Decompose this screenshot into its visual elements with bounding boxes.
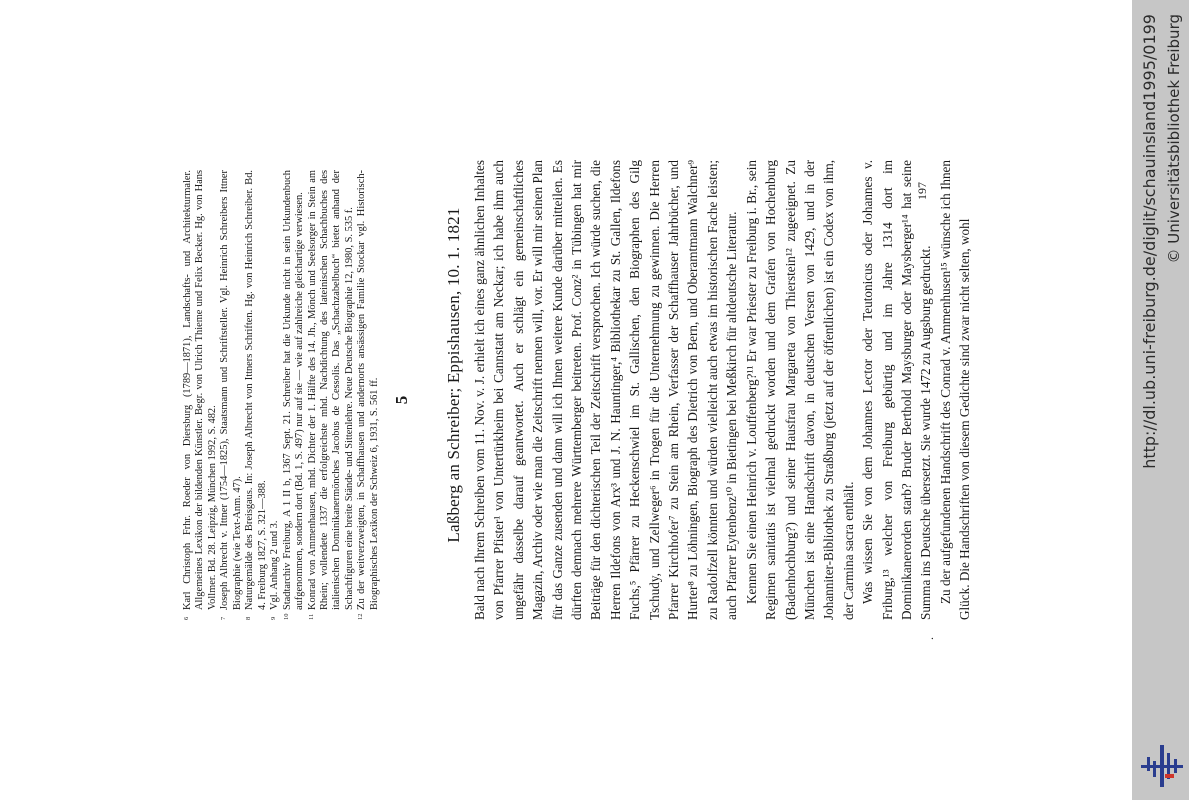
body-paragraph: Was wissen Sie von dem Johannes Lector oder Teutonicus oder Johannes v. Friburg,¹³ welcher von Freiburg gebürtig und im Jahre 1314 dort im Dominikanerorden starb? Bruder Berthold Maysburger oder Maysberger¹⁴ hat seine Summa ins Deutsche übersetzt. Sie wurde 1472 zu Augsburg gedruckt. xyxy=(860,160,934,620)
footnote xyxy=(244,170,269,620)
source-url-link[interactable]: http://dl.ub.uni-freiburg.de/diglit/schauinsland1995/0199 xyxy=(1140,14,1159,469)
ub-freiburg-logo-icon[interactable] xyxy=(1141,745,1183,787)
footnote-number: 9 xyxy=(270,616,278,620)
footnote-text: Joseph Albrecht v. Ittner (1754—1825), Staatsmann und Schriftsteller. Vgl. Heinrich Schreibers Ittner Biographie (wie Text-Anm. 47). xyxy=(219,170,243,610)
footnote-number: 11 xyxy=(307,613,315,620)
page-number: 197 xyxy=(915,182,929,200)
footnote-text: Naturgemälde des Breisgaus. In: Joseph Albrecht von Ittners Schriften. Hg. von Heinrich Schreiber. Bd. 4. Freiburg 1827, S. 321—388. xyxy=(244,170,268,610)
footnote-text: Karl Christoph Frhr. Roeder von Diersburg (1789—1871), Landschafts- und Architekturmaler. Allgemeines Lexikon der bildenden Künstler. Begr. von Ulrich Thieme und Felix Becker. Hg. von Hans Vollmer. Bd. 28. Leipzig, München 1992, S. 482. xyxy=(182,170,218,610)
footnote xyxy=(282,170,307,620)
footnote-number: 7 xyxy=(220,616,228,620)
footnote xyxy=(307,170,357,620)
footnote-text: Stadtarchiv Freiburg, A 1 II b, 1367 Sept. 21. Schreiber hat die Urkunde nicht in sein Urkundenbuch aufgenommen, sondern dort (Bd. 1, S. 497) nur auf sie — wie auf zahlreiche gleichartige verwiesen. xyxy=(281,170,306,610)
footnotes-block xyxy=(182,170,381,620)
body-paragraph: Kennen Sie einen Heinrich v. Louffenberg?¹¹ Er war Priester zu Freiburg i. Br., sein Regimen sanitatis ist vielmal gedruckt worden und dem Grafen von Hochenburg (Badenhochburg?) und seiner Hausfrau Margareta von Thierstein¹² zugeeignet. Zu München ist eine Handschrift davon, in deutschen Versen von 1429, und in der Johanniter-Bibliothek zu Straßburg (jetzt auf der öffentlichen) ist ein Codex von ihm, der Carmina sacra enthält. xyxy=(743,160,856,620)
letter-body xyxy=(470,160,975,620)
footnote xyxy=(269,170,281,620)
footnote xyxy=(182,170,219,620)
footnote-number: 10 xyxy=(282,613,290,620)
footnote-number: 8 xyxy=(245,616,253,620)
footnote-text: Vgl. Anhang 2 und 3. xyxy=(269,520,281,610)
footnote xyxy=(219,170,244,620)
letter-number: 5 xyxy=(392,395,411,405)
footnote-number: 6 xyxy=(183,616,190,620)
letter-heading: Laßberg an Schreiber; Eppishausen, 10. 1. 1821 xyxy=(444,207,463,543)
footnote xyxy=(356,170,381,620)
footnote-number: 12 xyxy=(357,613,365,620)
body-paragraph: Bald nach Ihrem Schreiben vom 11. Nov. v. J. erhielt ich eines ganz ähnlichen Inhaltes von Pfarrer Pfister¹ von Untertürkheim bei Cannstatt am Neckar; ich habe ihm auch ungefähr dasselbe darauf geantwortet. Auch er schlägt ein gemeinschaftliches Magazin, Archiv oder wie man die Zeitschrift nennen will, vor. Er will mir seinen Plan für das Ganze zusenden und dann will ich Ihnen weitere Kunde darüber mitteilen. Es dürften demnach mehrere Württemberger beitreten. Prof. Conz² in Tübingen hat mir Beiträge für den dichterischen Teil der Zeitschrift versprochen. Ich würde suchen, die Herren Ildefons von Arx³ und J. N. Hauntinger,⁴ Bibliothekar zu St. Gallen, Ildefons Fuchs,⁵ Pfärrer zu Heckenschwiel im St. Gallischen, den Biographen des Gilg Tschudy, und Zellweger⁶ in Trogen für die Unternehmung zu gewinnen. Die Herren Pfarrer Kirchhofer⁷ zu Stein am Rhein, Verfasser der Schaffhauser Jahrbücher, und Hurter⁸ zu Löhningen, Biograph des Dietrich von Bern, und Oberamtmann Walchner⁹ zu Radolfzell könnten und würden vielleicht auch etwas im historischen Fache leisten; auch Pfarrer Eytenbenz¹⁰ in Bietingen bei Meßkirch für altdeutsche Literatur. xyxy=(472,160,740,620)
footnote-text: Konrad von Ammenhausen, mhd. Dichter der 1. Hälfte des 14. Jh., Mönch und Seelsorger in Stein am Rhein; vollendete 1337 die erfolgreichste mhd. Nachdichtung des lateinischen Schachbuches des italienischen Dominikanermönches Jacobus de Cessolis. Das „Schachzabelbuch“ bietet anhand der Schachfiguren eine breite Stände- und Sittenlehre. Neue Deutsche Biographie 12, 1980, S. 535 f. xyxy=(306,170,355,610)
body-paragraph: Zu der aufgefundenen Handschrift des Conrad v. Ammenhusen¹⁵ wünsche ich Ihnen Glück. Die Handschriften von diesem Gedichte sind zwar nicht selten, wohl xyxy=(937,160,973,620)
footnote-text: Zu der weitverzweigten, in Schaffhausen und andernorts ansässigen Familie Stockar vgl. Historisch-Biographisches Lexikon der Schweiz 6, 1931, S. 561 ff. xyxy=(356,170,380,610)
stray-mark: . xyxy=(922,637,936,640)
copyright-notice: © Universitätsbibliothek Freiburg xyxy=(1165,14,1183,264)
